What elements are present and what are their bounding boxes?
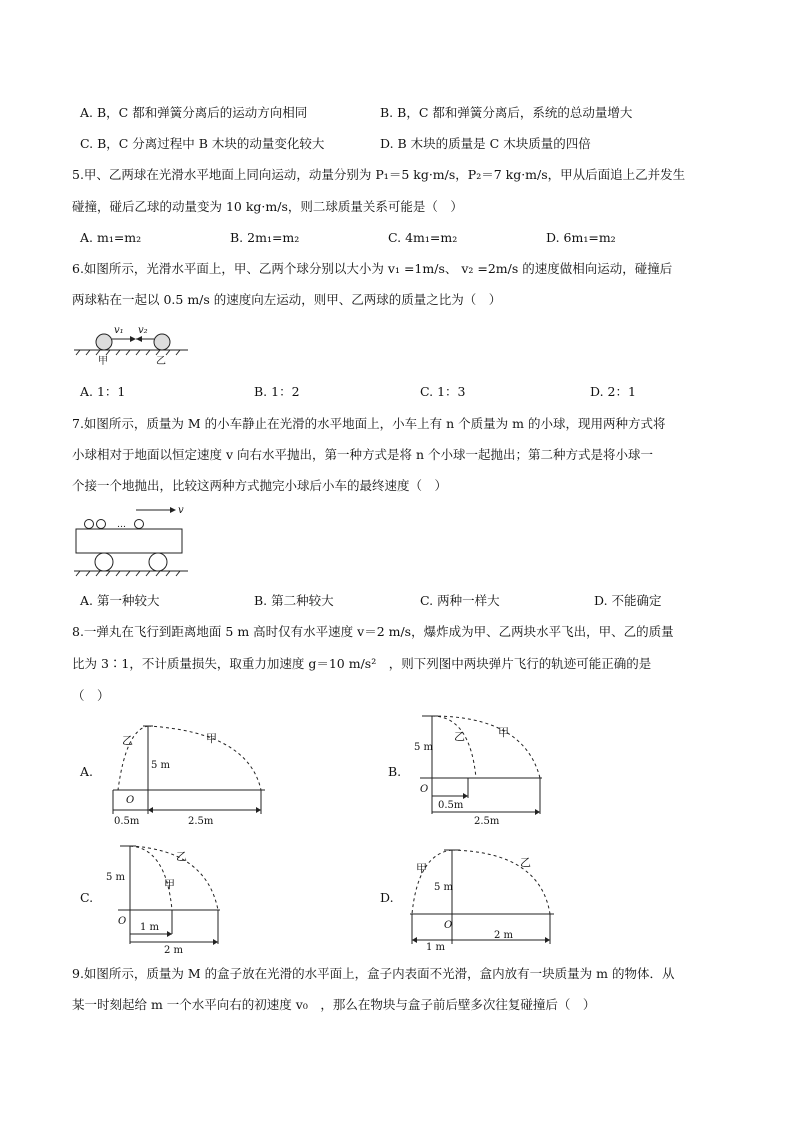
q6-option-b: B. 1：2 — [254, 384, 300, 399]
label-height: 5 m — [151, 760, 171, 771]
label-distance-jia: 1 m — [140, 922, 160, 933]
label-jia: 甲 — [206, 732, 217, 745]
label-distance-jia: 2.5m — [474, 816, 500, 827]
wheel-right — [149, 553, 167, 571]
label-v2: v₂ — [138, 325, 148, 336]
q9-stem-line2: 某一时刻起给 m 一个水平向右的初速度 v₀ ，那么在物块与盒子前后壁多次往复碰撞后（ ） — [72, 997, 596, 1012]
label-yi: 乙 — [520, 856, 531, 869]
label-origin: O — [420, 784, 429, 795]
q4-option-b: B. B，C 都和弹簧分离后，系统的总动量增大 — [380, 105, 633, 120]
q5-option-d: D. 6m₁=m₂ — [546, 230, 616, 245]
label-v1: v₁ — [114, 325, 124, 336]
label-yi: 乙 — [156, 356, 166, 367]
q5-option-c: C. 4m₁=m₂ — [388, 230, 458, 245]
q7-option-b: B. 第二种较大 — [254, 593, 334, 608]
label-distance-jia: 1 m — [426, 942, 446, 953]
q7-stem-line2: 小球相对于地面以恒定速度 v 向右水平抛出，第一种方式是将 n 个小球一起抛出；第二种方式是将小球一 — [72, 447, 654, 462]
label-jia: 甲 — [498, 726, 509, 739]
label-origin: O — [126, 795, 135, 806]
q6-stem-line2: 两球粘在一起以 0.5 m/s 的速度向左运动，则甲、乙两球的质量之比为（ ） — [72, 292, 502, 307]
label-distance-yi: 0.5m — [438, 800, 464, 811]
label-origin: O — [118, 916, 127, 927]
q4-option-c: C. B，C 分离过程中 B 木块的动量变化较大 — [80, 136, 325, 151]
q5-stem-line1: 5.甲、乙两球在光滑水平地面上同向运动，动量分别为 P₁＝5 kg·m/s，P₂＝7 kg·m/s，甲从后面追上乙并发生 — [72, 167, 686, 182]
q8-figure-b-label: B. — [388, 764, 402, 779]
q8-figure-d — [404, 846, 564, 952]
label-yi: 乙 — [176, 850, 187, 863]
ball-jia — [96, 334, 112, 350]
trajectory-yi — [452, 850, 550, 914]
label-yi: 乙 — [122, 734, 133, 747]
label-jia: 甲 — [98, 356, 108, 367]
q8-stem-line2: 比为 3∶1，不计质量损失，取重力加速度 g＝10 m/s² ，则下列图中两块弹片飞行的轨迹可能正确的是 — [72, 656, 652, 671]
ground-hatch — [76, 350, 180, 355]
q5-stem-line2: 碰撞，碰后乙球的动量变为 10 kg·m/s，则二球质量关系可能是（ ） — [72, 199, 463, 214]
label-origin: O — [444, 920, 453, 931]
q8-figure-a — [108, 722, 268, 828]
label-height: 5 m — [434, 882, 454, 893]
q4-option-a: A. B，C 都和弹簧分离后的运动方向相同 — [80, 105, 308, 120]
q5-option-a: A. m₁=m₂ — [80, 230, 142, 245]
ellipsis: … — [117, 520, 126, 530]
ground-hatch — [76, 571, 180, 576]
label-jia: 甲 — [416, 862, 427, 875]
q8-figure-d-label: D. — [380, 890, 394, 905]
trajectory-jia — [432, 716, 540, 778]
label-height: 5 m — [414, 742, 434, 753]
q7-option-c: C. 两种一样大 — [420, 593, 500, 608]
label-v: v — [178, 505, 184, 516]
wheel-left — [95, 553, 113, 571]
q4-option-d: D. B 木块的质量是 C 木块质量的四倍 — [380, 136, 591, 151]
q8-figure-c — [102, 842, 232, 954]
trajectory-yi — [432, 716, 476, 778]
label-height: 5 m — [106, 872, 126, 883]
ball-yi — [154, 334, 170, 350]
ball-2 — [97, 520, 106, 529]
q6-collision-figure — [70, 320, 200, 370]
q9-stem-line1: 9.如图所示，质量为 M 的盒子放在光滑的水平面上，盒子内表面不光滑，盒内放有一块质量为 m 的物体．从 — [72, 966, 675, 981]
q7-option-a: A. 第一种较大 — [80, 593, 160, 608]
label-distance-yi: 2 m — [494, 930, 514, 941]
q8-stem-line3: （ ） — [72, 688, 110, 703]
q6-stem-line1: 6.如图所示，光滑水平面上，甲、乙两个球分别以大小为 v₁ =1m/s、 v₂ =2m/s 的速度做相向运动，碰撞后 — [72, 261, 673, 276]
q6-option-c: C. 1：3 — [420, 384, 466, 399]
q7-cart-figure — [70, 500, 200, 580]
label-distance-yi: 0.5m — [114, 816, 140, 827]
label-distance-jia: 2.5m — [188, 816, 214, 827]
q7-stem-line3: 个接一个地抛出，比较这两种方式抛完小球后小车的最终速度（ ） — [72, 478, 448, 493]
q7-stem-line1: 7.如图所示，质量为 M 的小车静止在光滑的水平地面上，小车上有 n 个质量为 m 的小球，现用两种方式将 — [72, 416, 666, 431]
cart-body — [76, 529, 182, 553]
ball-1 — [85, 520, 94, 529]
label-distance-yi: 2 m — [164, 945, 184, 956]
q8-figure-a-label: A. — [80, 764, 94, 779]
q8-figure-c-label: C. — [80, 890, 94, 905]
q7-option-d: D. 不能确定 — [594, 593, 662, 608]
q5-option-b: B. 2m₁=m₂ — [230, 230, 300, 245]
trajectory-jia — [148, 726, 261, 790]
ball-n — [135, 520, 144, 529]
q8-figure-b — [412, 712, 572, 828]
label-yi: 乙 — [454, 730, 465, 743]
q6-option-a: A. 1：1 — [80, 384, 126, 399]
q6-option-d: D. 2：1 — [590, 384, 636, 399]
label-jia: 甲 — [164, 878, 175, 891]
q8-stem-line1: 8.一弹丸在飞行到距离地面 5 m 高时仅有水平速度 v＝2 m/s，爆炸成为甲、乙两块水平飞出，甲、乙的质量 — [72, 624, 674, 639]
